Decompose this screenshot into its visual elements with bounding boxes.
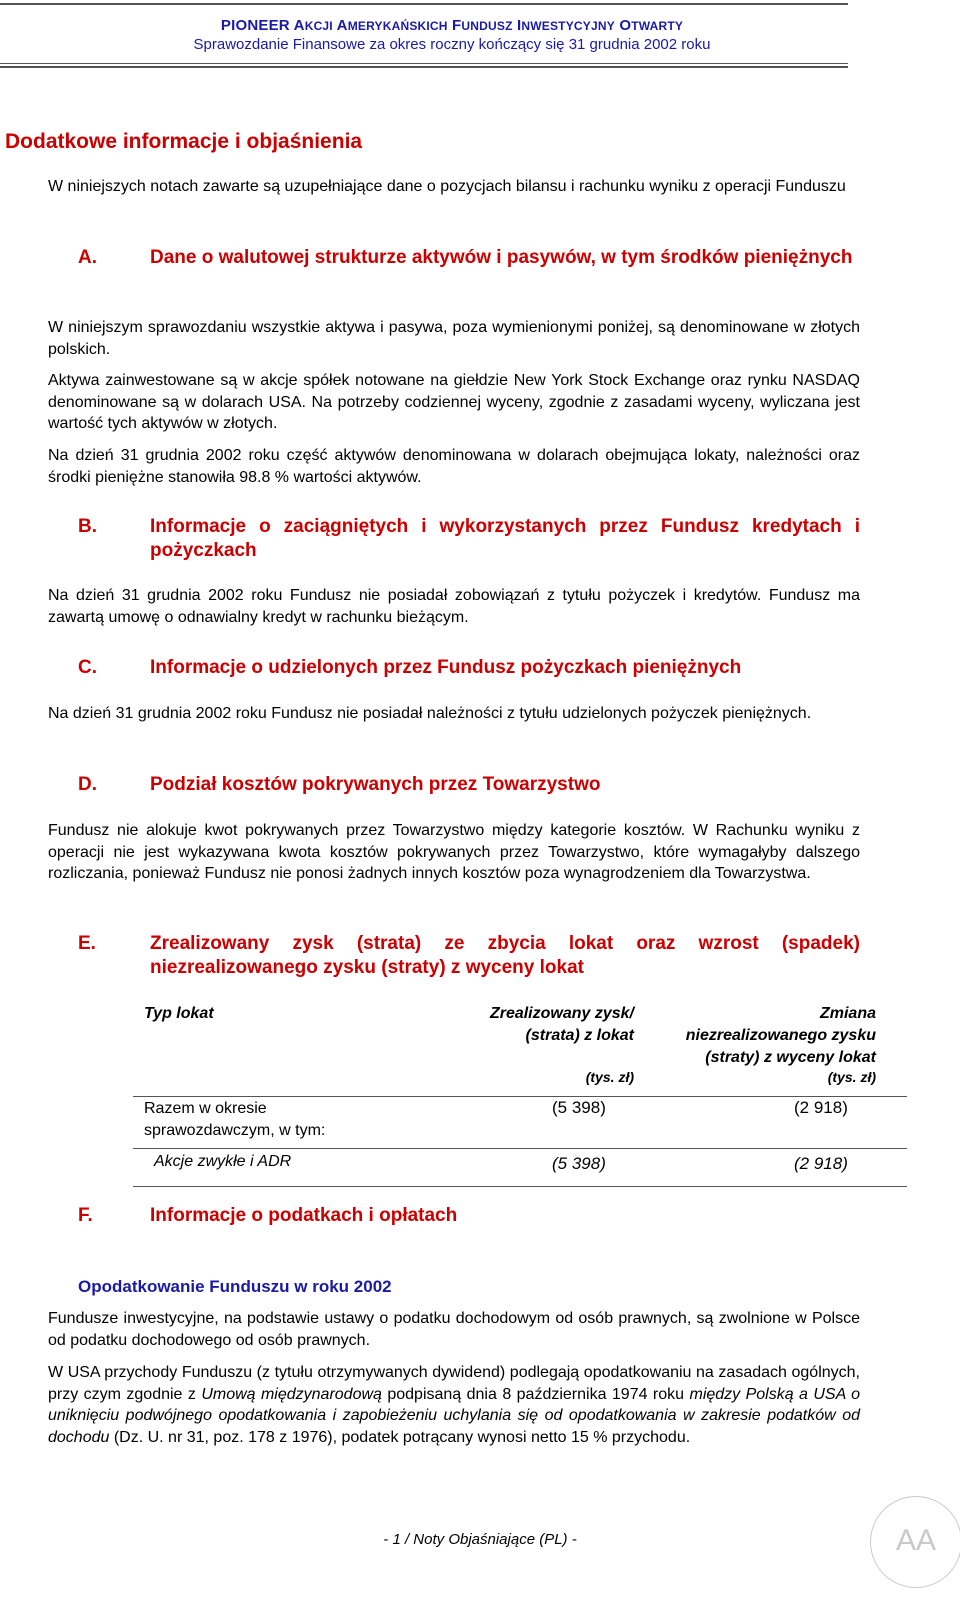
section-c-paragraph-1: Na dzień 31 grudnia 2002 roku Fundusz nie posiadał należności z tytułu udzielonych pożyczek pieniężnych.	[48, 705, 812, 722]
section-e-letter: E.	[78, 933, 96, 954]
section-f-paragraph-2	[48, 1362, 860, 1448]
section-a-title: Dane o walutowej strukturze aktywów i pasywów, w tym środków pieniężnych	[150, 247, 853, 268]
table-header-realized	[440, 1003, 634, 1047]
page-footer: - 1 / Noty Objaśniające (PL) -	[383, 1531, 577, 1548]
section-f-subtitle: Opodatkowanie Funduszu w roku 2002	[78, 1277, 392, 1296]
table-header-change	[646, 1003, 876, 1069]
table-row-shares-change: (2 918)	[794, 1154, 848, 1173]
header-top-rule	[0, 3, 848, 5]
section-b-title: Informacje o zaciągniętych i wykorzystanych przez Fundusz kredytach i pożyczkach	[150, 516, 860, 561]
table-header-type: Typ lokat	[144, 1005, 214, 1022]
section-e-title: Zrealizowany zysk (strata) ze zbycia lokat oraz wzrost (spadek) niezrealizowanego zysku (straty) z wyceny lokat	[150, 933, 860, 978]
fund-name-smallcaps: NWESTYCYJNY	[521, 19, 615, 33]
section-c-title: Informacje o udzielonych przez Fundusz pożyczkach pieniężnych	[150, 657, 742, 678]
fund-name-text: PIONEER AKCJI AMERYKAŃSKICH FUNDUSZ INWESTYCYJNY OTWARTY	[220, 17, 684, 34]
section-f-p2-part-3: podpisaną dnia 8 października 1974 roku	[381, 1385, 690, 1403]
section-a-paragraph-3: Na dzień 31 grudnia 2002 roku część aktywów denominowana w dolarach obejmująca lokaty, należności oraz środki pieniężne stanowiła 98.8 % wartości aktywów.	[48, 447, 860, 486]
section-d-title: Podział kosztów pokrywanych przez Towarzystwo	[150, 774, 601, 795]
section-c-letter: C.	[78, 657, 97, 678]
section-d-heading	[78, 773, 860, 799]
table-header-change-line-2: niezrealizowanego zysku	[685, 1027, 876, 1044]
section-d-paragraph-1: Fundusz nie alokuje kwot pokrywanych przez Towarzystwo między kategorie kosztów. W Rachunku wyniku z operacji nie jest wykazywana kwota kosztów pokrywanych przez Towarzystwo, które wymagałyby dalszego rozliczania, ponieważ Fundusz nie ponosi żadnych innych kosztów poza wynagrodzeniem dla Towarzystwa.	[48, 822, 860, 883]
table-row-total-label	[144, 1098, 325, 1142]
section-f-paragraph-1: Fundusze inwestycyjne, na podstawie ustawy o podatku dochodowym od osób prawnych, są zwolnione w Polsce od podatku dochodowego od osób prawnych.	[48, 1310, 860, 1349]
section-a-paragraph-1: W niniejszym sprawozdaniu wszystkie aktywa i pasywa, poza wymienionymi poniżej, są denominowane w złotych polskich.	[48, 319, 860, 358]
table-row-total-realized: (5 398)	[552, 1098, 606, 1117]
section-b-heading	[78, 515, 860, 565]
watermark-stamp: AA	[870, 1496, 960, 1588]
fund-name	[0, 17, 904, 34]
section-f-letter: F.	[78, 1205, 93, 1226]
section-a-heading	[78, 246, 860, 296]
section-a-letter: A.	[78, 247, 97, 268]
table-header-realized-line-2: (strata) z lokat	[525, 1027, 634, 1044]
header-bottom-rule-1	[0, 63, 848, 64]
section-f-heading	[78, 1204, 860, 1230]
table-header-realized-line-1: Zrealizowany zysk/	[489, 1005, 634, 1022]
table-row-total-label-line-2: sprawozdawczym, w tym:	[144, 1122, 326, 1139]
table-header-change-line-1: Zmiana	[819, 1005, 876, 1022]
fund-name-smallcaps: TWARTY	[631, 19, 684, 33]
section-a-paragraph-2: Aktywa zainwestowane są w akcje spółek notowane na giełdzie New York Stock Exchange oraz rynku NASDAQ denominowane są w dolarach USA. Na potrzeby codziennej wyceny, zgodnie z zasadami wyceny, wyliczana jest wartość tych aktywów w złotych.	[48, 372, 860, 433]
section-c-heading	[78, 656, 860, 682]
fund-name-smallcaps: UNDUSZ	[461, 19, 513, 33]
table-header-change-line-3: (straty) z wyceny lokat	[705, 1049, 876, 1066]
fund-name-smallcaps: MERYKAŃSKICH	[347, 19, 448, 33]
table-header-realized-unit: (tys. zł)	[585, 1069, 634, 1085]
section-b-paragraph-1: Na dzień 31 grudnia 2002 roku Fundusz nie posiadał zobowiązań z tytułu pożyczek i kredytów. Fundusz ma zawartą umowę o odnawialny kredyt w rachunku bieżącym.	[48, 587, 860, 626]
section-f-p2-agreement: Umową międzynarodową	[201, 1385, 382, 1403]
table-bottom-rule	[133, 1186, 907, 1187]
table-row-total-label-line-1: Razem w okresie	[144, 1100, 267, 1117]
section-e-heading	[78, 932, 860, 982]
report-subtitle: Sprawozdanie Finansowe za okres roczny kończący się 31 grudnia 2002 roku	[193, 36, 711, 53]
table-header-change-unit: (tys. zł)	[827, 1069, 876, 1085]
table-row-shares-realized: (5 398)	[552, 1154, 606, 1173]
intro-paragraph: W niniejszych notach zawarte są uzupełniające dane o pozycjach bilansu i rachunku wyniku z operacji Funduszu	[48, 178, 846, 195]
section-b-letter: B.	[78, 516, 97, 537]
header-bottom-rule-2	[0, 66, 848, 68]
table-row-shares-label: Akcje zwykłe i ADR	[154, 1153, 292, 1170]
section-f-p2-part-1: W USA przychody Funduszu (z tytułu otrzymywanych dywidend) podlegają opodatkowaniu na zasadach ogólnych, przy czym zgodnie z	[48, 1364, 860, 1403]
section-f-p2-part-5: (Dz. U. nr 31, poz. 178 z 1976), podatek potrącany wynosi netto 15 % przychodu.	[109, 1428, 691, 1446]
page-title: Dodatkowe informacje i objaśnienia	[5, 130, 363, 153]
table-row-total-change: (2 918)	[794, 1098, 848, 1117]
section-f-title: Informacje o podatkach i opłatach	[150, 1205, 458, 1226]
fund-name-smallcaps: KCJI	[304, 19, 333, 33]
table-header-rule	[133, 1096, 907, 1097]
table-row-rule	[133, 1148, 907, 1149]
section-f-p2-agreement-title: między Polską a USA o uniknięciu podwójnego opodatkowania i zapobieżeniu uchylania się od opodatkowania w zakresie podatków od dochodu	[48, 1385, 860, 1446]
section-d-letter: D.	[78, 774, 97, 795]
